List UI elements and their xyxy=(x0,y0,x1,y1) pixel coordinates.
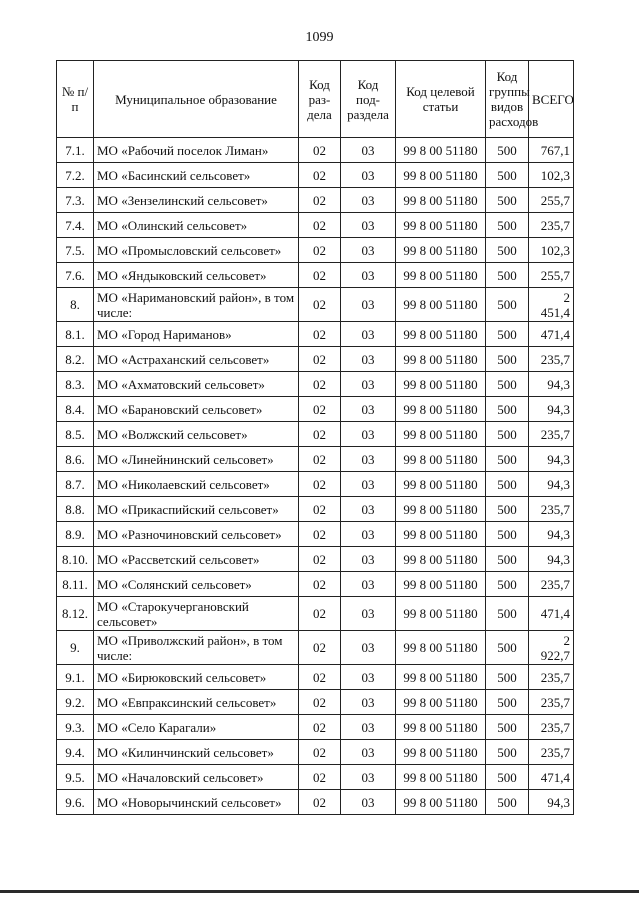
cell-municipality: МО «Басинский сельсовет» xyxy=(94,163,299,188)
cell-subsection-code: 03 xyxy=(341,547,396,572)
table-row xyxy=(57,522,574,547)
table-row xyxy=(57,372,574,397)
cell-num: 8.10. xyxy=(57,547,94,572)
cell-subsection-code: 03 xyxy=(341,572,396,597)
cell-num: 7.6. xyxy=(57,263,94,288)
table-row xyxy=(57,631,574,665)
cell-total: 94,3 xyxy=(529,472,574,497)
cell-total: 767,1 xyxy=(529,138,574,163)
cell-section-code: 02 xyxy=(299,665,341,690)
cell-municipality: МО «Промысловский сельсовет» xyxy=(94,238,299,263)
cell-section-code: 02 xyxy=(299,422,341,447)
cell-expense-group-code: 500 xyxy=(486,572,529,597)
cell-total: 471,4 xyxy=(529,765,574,790)
cell-section-code: 02 xyxy=(299,572,341,597)
cell-num: 9.3. xyxy=(57,715,94,740)
cell-section-code: 02 xyxy=(299,163,341,188)
cell-num: 8.12. xyxy=(57,597,94,631)
cell-section-code: 02 xyxy=(299,188,341,213)
cell-expense-group-code: 500 xyxy=(486,213,529,238)
cell-num: 9.1. xyxy=(57,665,94,690)
cell-expense-group-code: 500 xyxy=(486,322,529,347)
cell-num: 8.5. xyxy=(57,422,94,447)
cell-target-code: 99 8 00 51180 xyxy=(396,238,486,263)
cell-target-code: 99 8 00 51180 xyxy=(396,790,486,815)
cell-subsection-code: 03 xyxy=(341,238,396,263)
cell-municipality: МО «Бирюковский сельсовет» xyxy=(94,665,299,690)
cell-municipality: МО «Ахматовский сельсовет» xyxy=(94,372,299,397)
cell-total: 471,4 xyxy=(529,597,574,631)
cell-municipality: МО «Прикаспийский сельсовет» xyxy=(94,497,299,522)
table-row xyxy=(57,790,574,815)
cell-subsection-code: 03 xyxy=(341,188,396,213)
cell-total: 235,7 xyxy=(529,690,574,715)
cell-num: 9.5. xyxy=(57,765,94,790)
cell-total: 94,3 xyxy=(529,447,574,472)
cell-section-code: 02 xyxy=(299,740,341,765)
cell-municipality: МО «Барановский сельсовет» xyxy=(94,397,299,422)
cell-target-code: 99 8 00 51180 xyxy=(396,472,486,497)
cell-subsection-code: 03 xyxy=(341,163,396,188)
cell-total: 255,7 xyxy=(529,263,574,288)
cell-section-code: 02 xyxy=(299,547,341,572)
cell-total: 235,7 xyxy=(529,213,574,238)
table-row xyxy=(57,138,574,163)
cell-expense-group-code: 500 xyxy=(486,740,529,765)
cell-municipality: МО «Евпраксинский сельсовет» xyxy=(94,690,299,715)
table-row xyxy=(57,263,574,288)
cell-municipality: МО «Новорычинский сельсовет» xyxy=(94,790,299,815)
cell-total: 102,3 xyxy=(529,163,574,188)
cell-subsection-code: 03 xyxy=(341,422,396,447)
cell-expense-group-code: 500 xyxy=(486,472,529,497)
header-target-code: Код целевой статьи xyxy=(396,61,486,138)
cell-subsection-code: 03 xyxy=(341,472,396,497)
cell-subsection-code: 03 xyxy=(341,322,396,347)
header-municipality: Муниципальное образование xyxy=(94,61,299,138)
cell-total: 235,7 xyxy=(529,740,574,765)
cell-num: 8.8. xyxy=(57,497,94,522)
cell-expense-group-code: 500 xyxy=(486,665,529,690)
table-row xyxy=(57,447,574,472)
table-row xyxy=(57,163,574,188)
cell-subsection-code: 03 xyxy=(341,138,396,163)
cell-subsection-code: 03 xyxy=(341,347,396,372)
cell-expense-group-code: 500 xyxy=(486,715,529,740)
table-row xyxy=(57,572,574,597)
cell-section-code: 02 xyxy=(299,397,341,422)
cell-num: 9.4. xyxy=(57,740,94,765)
cell-expense-group-code: 500 xyxy=(486,547,529,572)
header-total: ВСЕГО xyxy=(529,61,574,138)
cell-subsection-code: 03 xyxy=(341,397,396,422)
cell-subsection-code: 03 xyxy=(341,597,396,631)
cell-total: 235,7 xyxy=(529,347,574,372)
cell-municipality: МО «Линейнинский сельсовет» xyxy=(94,447,299,472)
cell-municipality: МО «Село Карагали» xyxy=(94,715,299,740)
cell-municipality: МО «Приволжский район», в том числе: xyxy=(94,631,299,665)
table-row xyxy=(57,397,574,422)
cell-subsection-code: 03 xyxy=(341,765,396,790)
cell-section-code: 02 xyxy=(299,213,341,238)
cell-subsection-code: 03 xyxy=(341,740,396,765)
cell-target-code: 99 8 00 51180 xyxy=(396,572,486,597)
cell-total: 255,7 xyxy=(529,188,574,213)
table-row xyxy=(57,715,574,740)
cell-target-code: 99 8 00 51180 xyxy=(396,372,486,397)
cell-target-code: 99 8 00 51180 xyxy=(396,690,486,715)
cell-municipality: МО «Наримановский район», в том числе: xyxy=(94,288,299,322)
cell-municipality: МО «Город Нариманов» xyxy=(94,322,299,347)
header-section-code: Код раз-дела xyxy=(299,61,341,138)
cell-subsection-code: 03 xyxy=(341,213,396,238)
cell-municipality: МО «Килинчинский сельсовет» xyxy=(94,740,299,765)
cell-total: 94,3 xyxy=(529,547,574,572)
cell-subsection-code: 03 xyxy=(341,665,396,690)
cell-section-code: 02 xyxy=(299,238,341,263)
cell-target-code: 99 8 00 51180 xyxy=(396,522,486,547)
cell-municipality: МО «Волжский сельсовет» xyxy=(94,422,299,447)
cell-num: 7.3. xyxy=(57,188,94,213)
cell-target-code: 99 8 00 51180 xyxy=(396,397,486,422)
cell-section-code: 02 xyxy=(299,597,341,631)
table-row xyxy=(57,472,574,497)
cell-subsection-code: 03 xyxy=(341,447,396,472)
cell-subsection-code: 03 xyxy=(341,790,396,815)
cell-municipality: МО «Рабочий поселок Лиман» xyxy=(94,138,299,163)
cell-num: 7.4. xyxy=(57,213,94,238)
cell-subsection-code: 03 xyxy=(341,372,396,397)
cell-expense-group-code: 500 xyxy=(486,347,529,372)
cell-expense-group-code: 500 xyxy=(486,238,529,263)
cell-subsection-code: 03 xyxy=(341,522,396,547)
cell-target-code: 99 8 00 51180 xyxy=(396,188,486,213)
budget-table xyxy=(56,60,574,815)
cell-municipality: МО «Олинский сельсовет» xyxy=(94,213,299,238)
cell-section-code: 02 xyxy=(299,322,341,347)
header-row xyxy=(57,61,574,138)
cell-expense-group-code: 500 xyxy=(486,422,529,447)
table-row xyxy=(57,740,574,765)
cell-municipality: МО «Разночиновский сельсовет» xyxy=(94,522,299,547)
cell-num: 8.2. xyxy=(57,347,94,372)
cell-section-code: 02 xyxy=(299,631,341,665)
cell-section-code: 02 xyxy=(299,263,341,288)
table-row xyxy=(57,322,574,347)
cell-section-code: 02 xyxy=(299,372,341,397)
cell-total: 235,7 xyxy=(529,665,574,690)
cell-num: 9.6. xyxy=(57,790,94,815)
cell-total: 2 451,4 xyxy=(529,288,574,322)
cell-total: 102,3 xyxy=(529,238,574,263)
cell-total: 235,7 xyxy=(529,422,574,447)
table-body xyxy=(57,138,574,815)
scan-edge-line xyxy=(0,890,639,893)
cell-num: 7.2. xyxy=(57,163,94,188)
cell-subsection-code: 03 xyxy=(341,263,396,288)
cell-target-code: 99 8 00 51180 xyxy=(396,138,486,163)
cell-subsection-code: 03 xyxy=(341,497,396,522)
cell-num: 8.6. xyxy=(57,447,94,472)
header-num: № п/п xyxy=(57,61,94,138)
cell-total: 235,7 xyxy=(529,572,574,597)
cell-target-code: 99 8 00 51180 xyxy=(396,213,486,238)
cell-target-code: 99 8 00 51180 xyxy=(396,597,486,631)
cell-total: 235,7 xyxy=(529,715,574,740)
table-row xyxy=(57,765,574,790)
cell-expense-group-code: 500 xyxy=(486,522,529,547)
cell-target-code: 99 8 00 51180 xyxy=(396,665,486,690)
cell-section-code: 02 xyxy=(299,447,341,472)
cell-section-code: 02 xyxy=(299,715,341,740)
cell-section-code: 02 xyxy=(299,288,341,322)
cell-subsection-code: 03 xyxy=(341,288,396,322)
header-subsection-code: Код под-раздела xyxy=(341,61,396,138)
cell-section-code: 02 xyxy=(299,472,341,497)
cell-expense-group-code: 500 xyxy=(486,765,529,790)
cell-expense-group-code: 500 xyxy=(486,597,529,631)
table-row xyxy=(57,213,574,238)
cell-target-code: 99 8 00 51180 xyxy=(396,497,486,522)
table-row xyxy=(57,597,574,631)
cell-num: 8.9. xyxy=(57,522,94,547)
cell-subsection-code: 03 xyxy=(341,631,396,665)
cell-section-code: 02 xyxy=(299,790,341,815)
cell-municipality: МО «Яндыковский сельсовет» xyxy=(94,263,299,288)
cell-municipality: МО «Старокучергановский сельсовет» xyxy=(94,597,299,631)
cell-municipality: МО «Николаевский сельсовет» xyxy=(94,472,299,497)
cell-target-code: 99 8 00 51180 xyxy=(396,740,486,765)
table-row xyxy=(57,665,574,690)
cell-expense-group-code: 500 xyxy=(486,372,529,397)
cell-municipality: МО «Зензелинский сельсовет» xyxy=(94,188,299,213)
cell-expense-group-code: 500 xyxy=(486,447,529,472)
cell-section-code: 02 xyxy=(299,347,341,372)
cell-num: 8.3. xyxy=(57,372,94,397)
cell-num: 8.7. xyxy=(57,472,94,497)
cell-expense-group-code: 500 xyxy=(486,631,529,665)
table-row xyxy=(57,690,574,715)
cell-subsection-code: 03 xyxy=(341,715,396,740)
cell-num: 9. xyxy=(57,631,94,665)
table-row xyxy=(57,547,574,572)
cell-num: 8.4. xyxy=(57,397,94,422)
cell-expense-group-code: 500 xyxy=(486,497,529,522)
cell-num: 8. xyxy=(57,288,94,322)
cell-total: 94,3 xyxy=(529,372,574,397)
cell-section-code: 02 xyxy=(299,138,341,163)
table-row xyxy=(57,188,574,213)
cell-target-code: 99 8 00 51180 xyxy=(396,547,486,572)
cell-num: 7.5. xyxy=(57,238,94,263)
cell-total: 2 922,7 xyxy=(529,631,574,665)
table-row xyxy=(57,422,574,447)
cell-expense-group-code: 500 xyxy=(486,138,529,163)
cell-total: 94,3 xyxy=(529,522,574,547)
cell-target-code: 99 8 00 51180 xyxy=(396,631,486,665)
cell-num: 9.2. xyxy=(57,690,94,715)
cell-target-code: 99 8 00 51180 xyxy=(396,322,486,347)
cell-municipality: МО «Солянский сельсовет» xyxy=(94,572,299,597)
cell-target-code: 99 8 00 51180 xyxy=(396,765,486,790)
page-number: 1099 xyxy=(305,30,334,45)
cell-expense-group-code: 500 xyxy=(486,288,529,322)
cell-total: 235,7 xyxy=(529,497,574,522)
cell-target-code: 99 8 00 51180 xyxy=(396,422,486,447)
table-row xyxy=(57,288,574,322)
cell-expense-group-code: 500 xyxy=(486,397,529,422)
cell-num: 8.1. xyxy=(57,322,94,347)
cell-expense-group-code: 500 xyxy=(486,188,529,213)
cell-target-code: 99 8 00 51180 xyxy=(396,447,486,472)
table-row xyxy=(57,238,574,263)
cell-subsection-code: 03 xyxy=(341,690,396,715)
cell-section-code: 02 xyxy=(299,765,341,790)
cell-target-code: 99 8 00 51180 xyxy=(396,288,486,322)
cell-expense-group-code: 500 xyxy=(486,790,529,815)
table-row xyxy=(57,347,574,372)
cell-municipality: МО «Началовский сельсовет» xyxy=(94,765,299,790)
cell-section-code: 02 xyxy=(299,690,341,715)
cell-expense-group-code: 500 xyxy=(486,163,529,188)
cell-target-code: 99 8 00 51180 xyxy=(396,263,486,288)
cell-target-code: 99 8 00 51180 xyxy=(396,347,486,372)
cell-total: 94,3 xyxy=(529,397,574,422)
cell-target-code: 99 8 00 51180 xyxy=(396,163,486,188)
header-expense-group-code: Код группы видов расходов xyxy=(486,61,529,138)
cell-expense-group-code: 500 xyxy=(486,263,529,288)
cell-num: 7.1. xyxy=(57,138,94,163)
cell-expense-group-code: 500 xyxy=(486,690,529,715)
cell-num: 8.11. xyxy=(57,572,94,597)
table-row xyxy=(57,497,574,522)
cell-section-code: 02 xyxy=(299,497,341,522)
table-header xyxy=(57,61,574,138)
cell-total: 471,4 xyxy=(529,322,574,347)
cell-total: 94,3 xyxy=(529,790,574,815)
cell-municipality: МО «Астраханский сельсовет» xyxy=(94,347,299,372)
cell-target-code: 99 8 00 51180 xyxy=(396,715,486,740)
cell-section-code: 02 xyxy=(299,522,341,547)
cell-municipality: МО «Рассветский сельсовет» xyxy=(94,547,299,572)
